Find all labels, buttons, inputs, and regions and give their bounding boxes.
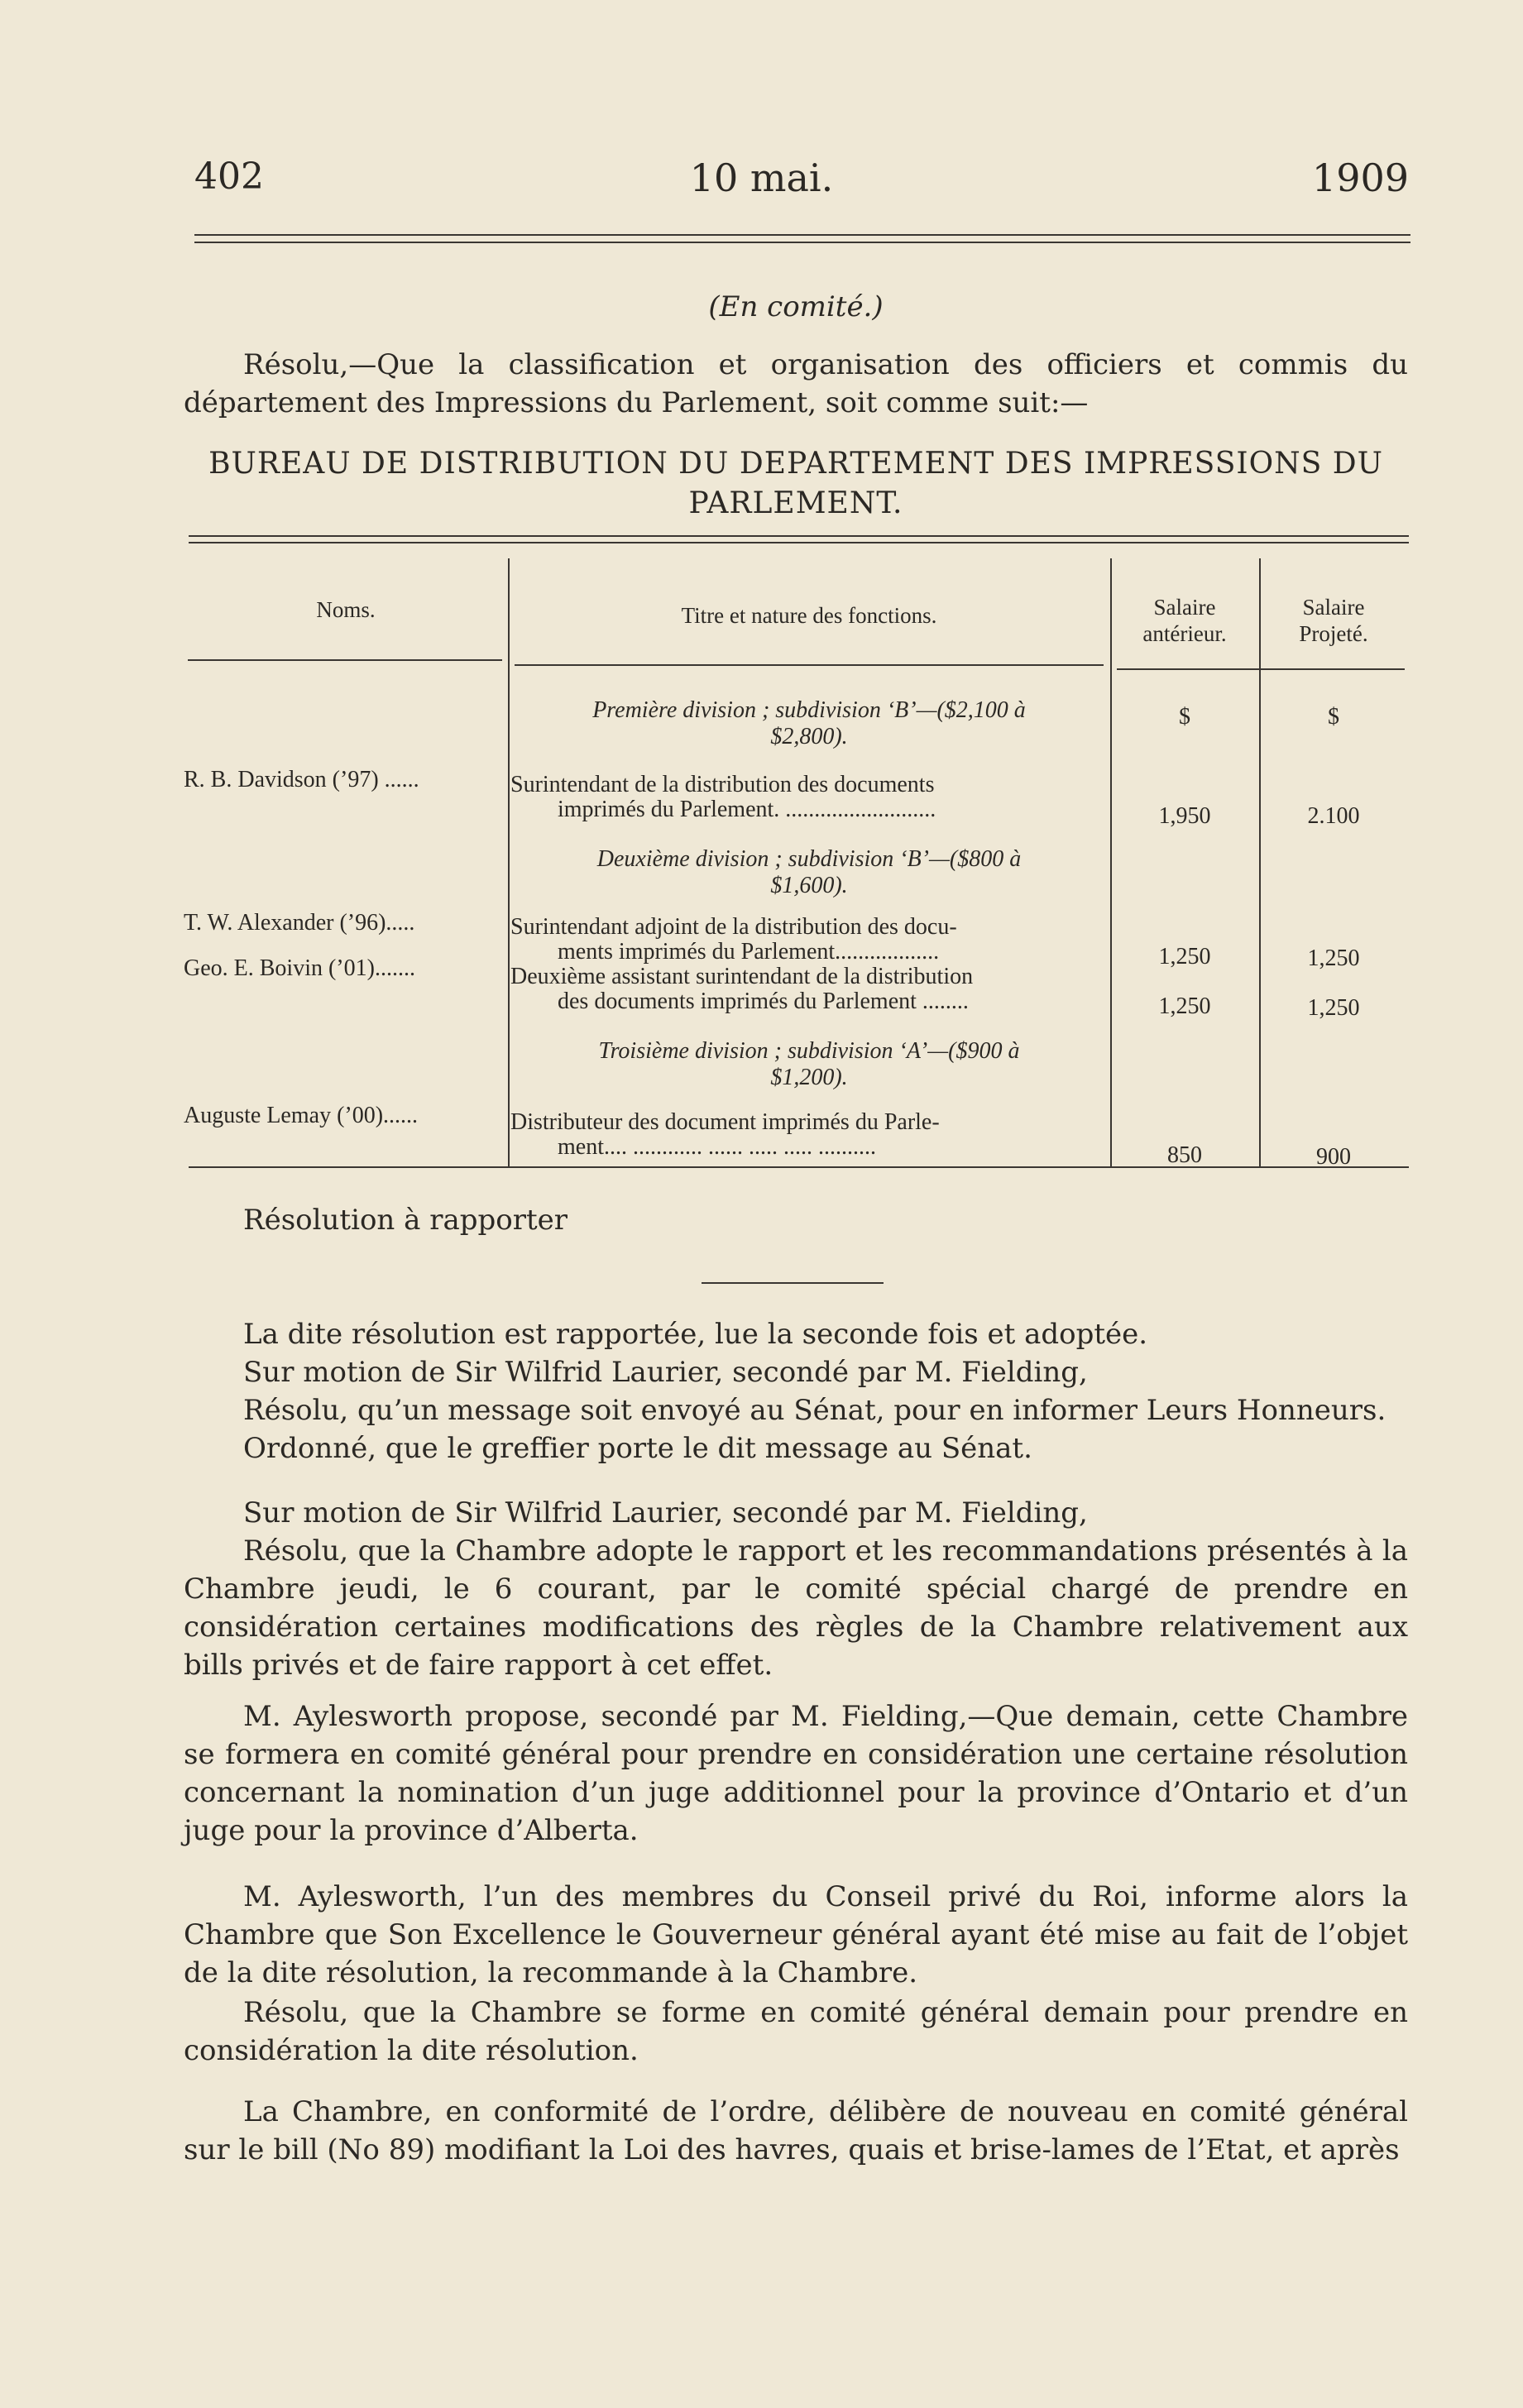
header-rule-top [194,234,1410,236]
table-bottom-rule [189,1166,1409,1168]
row-2-title-line2: ments imprimés du Parlement.................. [558,939,940,965]
division-1-line1: Première division ; subdivision ‘B’—($2,100 à [592,697,1026,723]
division-3-line1: Troisième division ; subdivision ‘A’—($900 à [598,1038,1020,1064]
header-underline-noms [188,659,502,661]
paragraph-1: La dite résolution est rapportée, lue la seconde fois et adoptée. [243,1318,1148,1351]
row-1-title-line1: Surintendant de la distribution des documents [510,772,935,797]
division-3-line2: $1,200). [770,1065,848,1090]
row-2-name: T. W. Alexander (’96)..... [184,910,415,936]
division-2-line1: Deuxième division ; subdivision ‘B’—($800 à [596,846,1022,872]
row-3-salaire-projete: 1,250 [1307,995,1360,1021]
en-comite-heading: (En comité.) [708,290,884,323]
table-top-rule-2 [189,542,1409,543]
row-2-salaire-projete: 1,250 [1307,945,1360,971]
bureau-title-line1: BUREAU DE DISTRIBUTION DU DEPARTEMENT DES IMPRESSIONS DU [208,447,1383,481]
paragraph-9: Résolu, que la Chambre se forme en comité général demain pour prendre en considération la dite résolution. [184,1996,1408,2067]
col-divider-2 [1110,558,1112,1166]
row-4-name: Auguste Lemay (’00)...... [184,1103,419,1128]
page-date: 10 mai. [689,156,834,200]
row-3-title-line1: Deuxième assistant surintendant de la distribution [510,964,974,989]
section-separator [702,1282,884,1284]
page-number: 402 [194,156,264,198]
division-1-line2: $2,800). [770,724,848,749]
paragraph-8: M. Aylesworth, l’un des membres du Conseil privé du Roi, informe alors la Chambre que Son Excellence le Gouverneur général ayant été mise au fait de l’objet de la dite résolution, la recommande à la Chambre. [184,1880,1408,1989]
header-titre: Titre et nature des fonctions. [681,603,937,628]
paragraph-3: Résolu, qu’un message soit envoyé au Sénat, pour en informer Leurs Honneurs. [243,1394,1387,1427]
staff-table [184,550,1408,1179]
paragraph-7: M. Aylesworth propose, secondé par M. Fielding,—Que demain, cette Chambre se formera en comité général pour prendre en considération une certaine résolution concernant la nomination d’un juge additionnel pour la province d’Ontario et d’un juge pour la province d’Alberta. [184,1700,1408,1847]
row-4-salaire-projete: 900 [1316,1144,1351,1170]
resolu-paragraph: Résolu,—Que la classification et organisation des officiers et commis du département des Impressions du Parlement, soit comme suit:— [184,348,1408,419]
row-2-salaire-anterieur: 1,250 [1158,944,1211,969]
header-underline-salaires [1117,668,1405,670]
row-1-salaire-anterieur: 1,950 [1158,803,1211,829]
paragraph-2: Sur motion de Sir Wilfrid Laurier, secondé par M. Fielding, [243,1356,1088,1389]
row-3-salaire-anterieur: 1,250 [1158,993,1211,1019]
col-divider-3 [1259,558,1261,1166]
currency-projete: $ [1328,704,1339,730]
header-underline-titre [515,664,1104,666]
currency-anterieur: $ [1179,704,1190,730]
division-2-line2: $1,600). [770,873,848,898]
row-1-title-line2: imprimés du Parlement. .......................... [558,797,936,822]
table-top-rule-1 [189,535,1409,537]
row-4-title-line2: ment.... ............ ...... ..... ..... .......... [558,1134,876,1160]
row-4-title-line1: Distributeur des document imprimés du Parle- [510,1109,940,1135]
row-3-name: Geo. E. Boivin (’01)....... [184,955,415,981]
paragraph-6: Résolu, que la Chambre adopte le rapport et les recommandations présentés à la Chambre jeudi, le 6 courant, par le comité spécial chargé de prendre en considération certaines modifications des règles de la Chambre relativement aux bills privés et de faire rapport à cet effet. [184,1534,1408,1682]
row-2-title-line1: Surintendant adjoint de la distribution des docu- [510,914,957,940]
row-1-salaire-projete: 2.100 [1307,803,1360,829]
paragraph-5: Sur motion de Sir Wilfrid Laurier, secondé par M. Fielding, [243,1496,1088,1530]
header-salaire-anterieur-1: Salaire [1153,595,1216,620]
header-noms: Noms. [316,597,376,622]
resolution-a-rapporter: Résolution à rapporter [243,1204,568,1237]
bureau-title-line2: PARLEMENT. [688,486,903,520]
header-rule-bottom [194,242,1410,243]
row-1-name: R. B. Davidson (’97) ...... [184,767,419,792]
header-salaire-projete-2: Projeté. [1299,621,1368,646]
paragraph-10: La Chambre, en conformité de l’ordre, délibère de nouveau en comité général sur le bill (No 89) modifiant la Loi des havres, quais et brise-lames de l’Etat, et après [184,2095,1408,2166]
row-4-salaire-anterieur: 850 [1167,1142,1202,1168]
row-3-title-line2: des documents imprimés du Parlement ........ [558,989,969,1014]
page-year: 1909 [1311,156,1409,200]
header-salaire-anterieur-2: antérieur. [1142,621,1227,646]
header-salaire-projete-1: Salaire [1302,595,1365,620]
paragraph-4: Ordonné, que le greffier porte le dit message au Sénat. [243,1432,1032,1465]
